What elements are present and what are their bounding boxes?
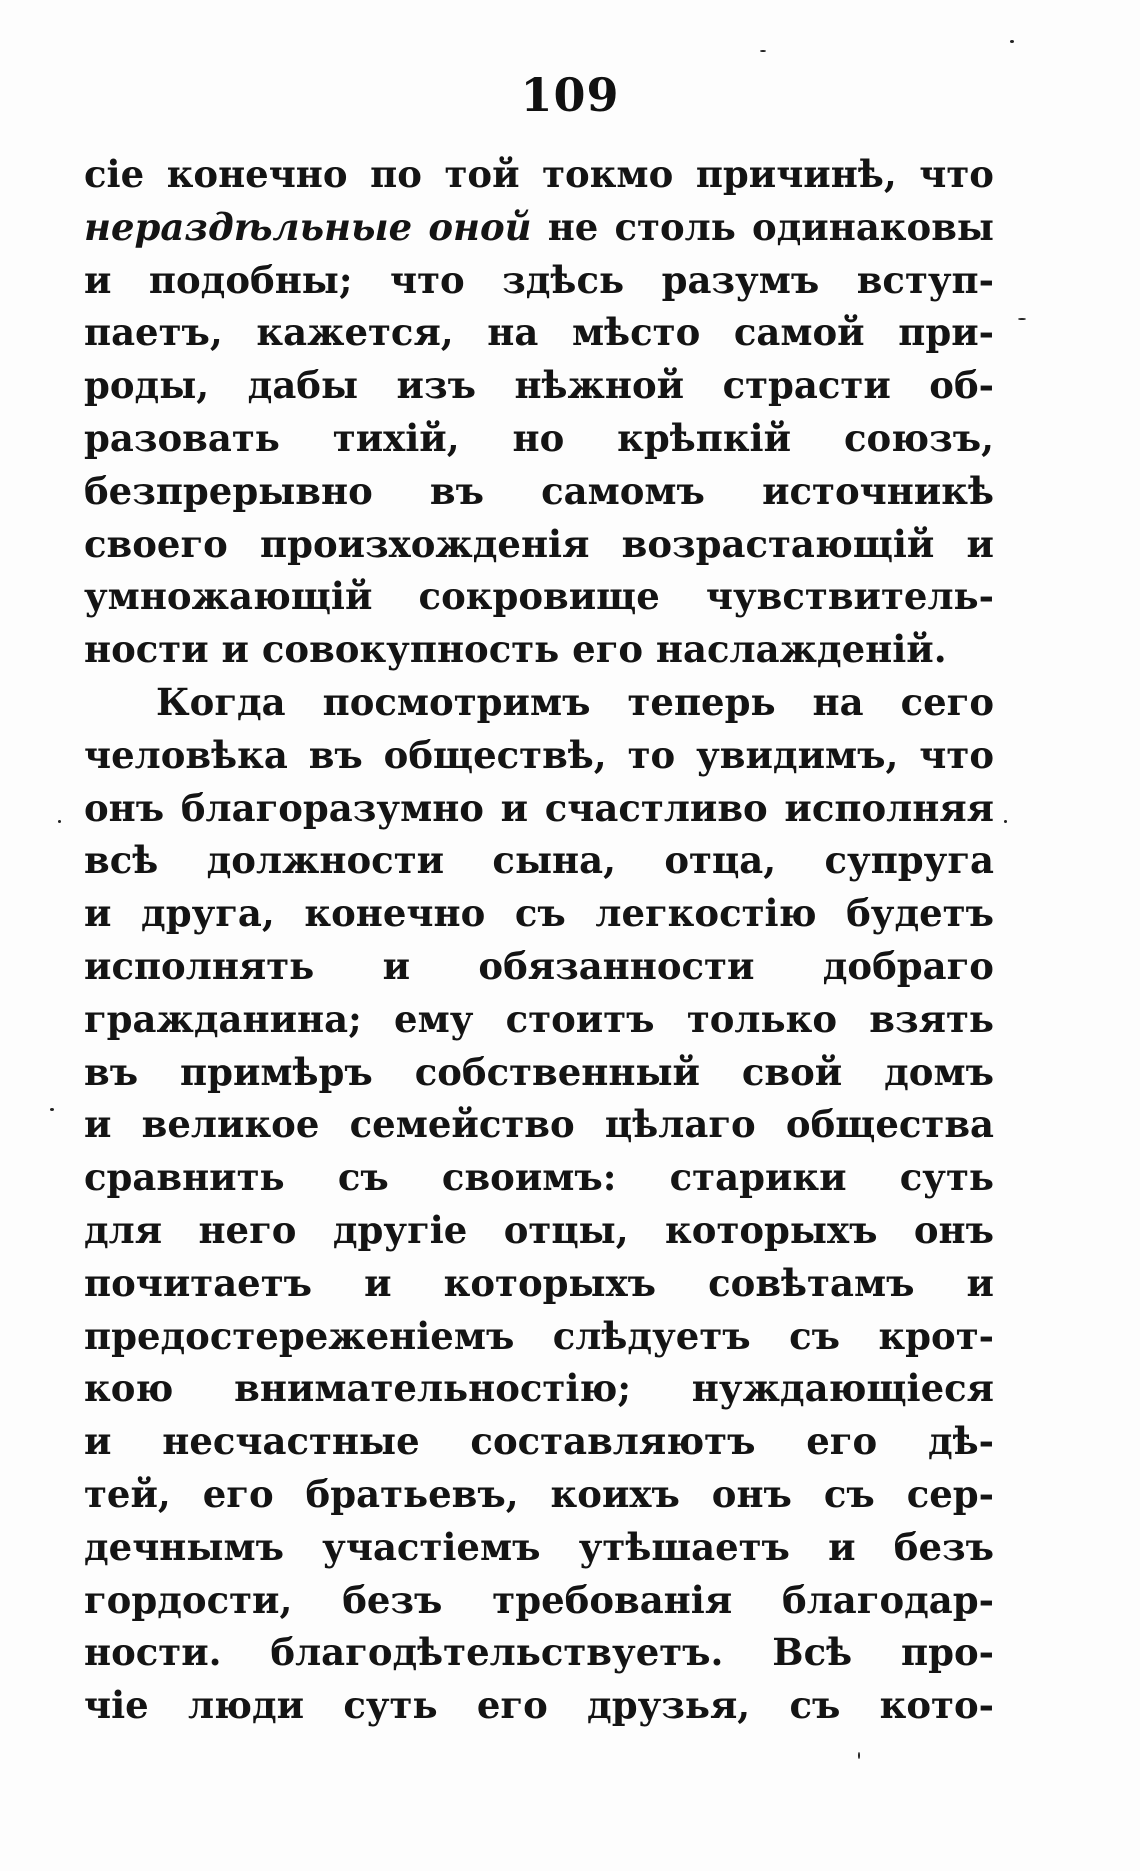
text-line: разовать тихій, но крѣпкій союзъ, — [84, 415, 994, 460]
scan-speck — [1004, 820, 1007, 823]
italic-phrase: нераздѣльные оной — [84, 204, 532, 249]
scan-speck — [50, 1108, 54, 1111]
paragraph-1 — [84, 148, 994, 676]
text-line: чіе люди суть его друзья, съ кото- — [84, 1683, 994, 1728]
text-line: тей, его братьевъ, коихъ онъ съ сер- — [84, 1471, 994, 1516]
scan-speck — [858, 1752, 860, 1759]
text-line: гордости, безъ требованія благодар- — [84, 1577, 994, 1622]
text-line: почитаетъ и которыхъ совѣтамъ и — [84, 1260, 994, 1305]
text-line: кою внимательностію; нуждающіеся — [84, 1366, 994, 1411]
text-line: онъ благоразумно и счастливо исполняя — [84, 785, 994, 830]
text-line: въ примѣръ собственный свой домъ — [84, 1049, 994, 1094]
scan-speck — [760, 50, 766, 52]
text-line: сіе конечно по той токмо причинѣ, что — [84, 152, 994, 196]
text-line: и несчастные составляютъ его дѣ- — [84, 1419, 994, 1464]
scan-speck — [1010, 40, 1014, 43]
text-line: роды, дабы изъ нѣжной страсти об- — [84, 363, 994, 408]
text-line: и великое семейство цѣлаго общества — [84, 1102, 994, 1147]
text-line: и подобны; что здѣсь разумъ вступ- — [84, 257, 994, 302]
text-line: исполнять и обязанности добраго — [84, 943, 994, 988]
scan-speck — [1018, 318, 1026, 320]
text-line: для него другіе отцы, которыхъ онъ — [84, 1207, 994, 1252]
text-line: Когда посмотримъ теперь на сего — [156, 679, 994, 724]
text-line: всѣ должности сына, отца, супруга — [84, 838, 994, 883]
line-rest: не столь одинаковы — [531, 204, 994, 249]
text-line: ности и совокупность его наслажденій. — [84, 627, 947, 672]
text-line: безпрерывно въ самомъ источникѣ — [84, 468, 994, 513]
text-line: сравнить съ своимъ: старики суть — [84, 1155, 994, 1200]
text-line — [84, 201, 994, 254]
scan-speck — [58, 820, 61, 823]
text-line: человѣка въ обществѣ, то увидимъ, что — [84, 732, 994, 777]
text-line: умножающій сокровище чувствитель- — [84, 574, 994, 619]
text-line: предостереженіемъ слѣдуетъ съ крот- — [84, 1313, 994, 1358]
text-line: своего произхожденія возрастающій и — [84, 521, 994, 566]
text-line: паетъ, кажется, на мѣсто самой при- — [84, 310, 994, 355]
text-line: гражданина; ему стоитъ только взять — [84, 996, 994, 1041]
text-line: дечнымъ участіемъ утѣшаетъ и безъ — [84, 1524, 994, 1569]
page-number: 109 — [520, 68, 620, 122]
page-text — [84, 148, 994, 1732]
paragraph-2 — [84, 676, 994, 1732]
text-line: ности. благодѣтельствуетъ. Всѣ про- — [84, 1630, 994, 1675]
text-line: и друга, конечно съ легкостію будетъ — [84, 891, 994, 936]
